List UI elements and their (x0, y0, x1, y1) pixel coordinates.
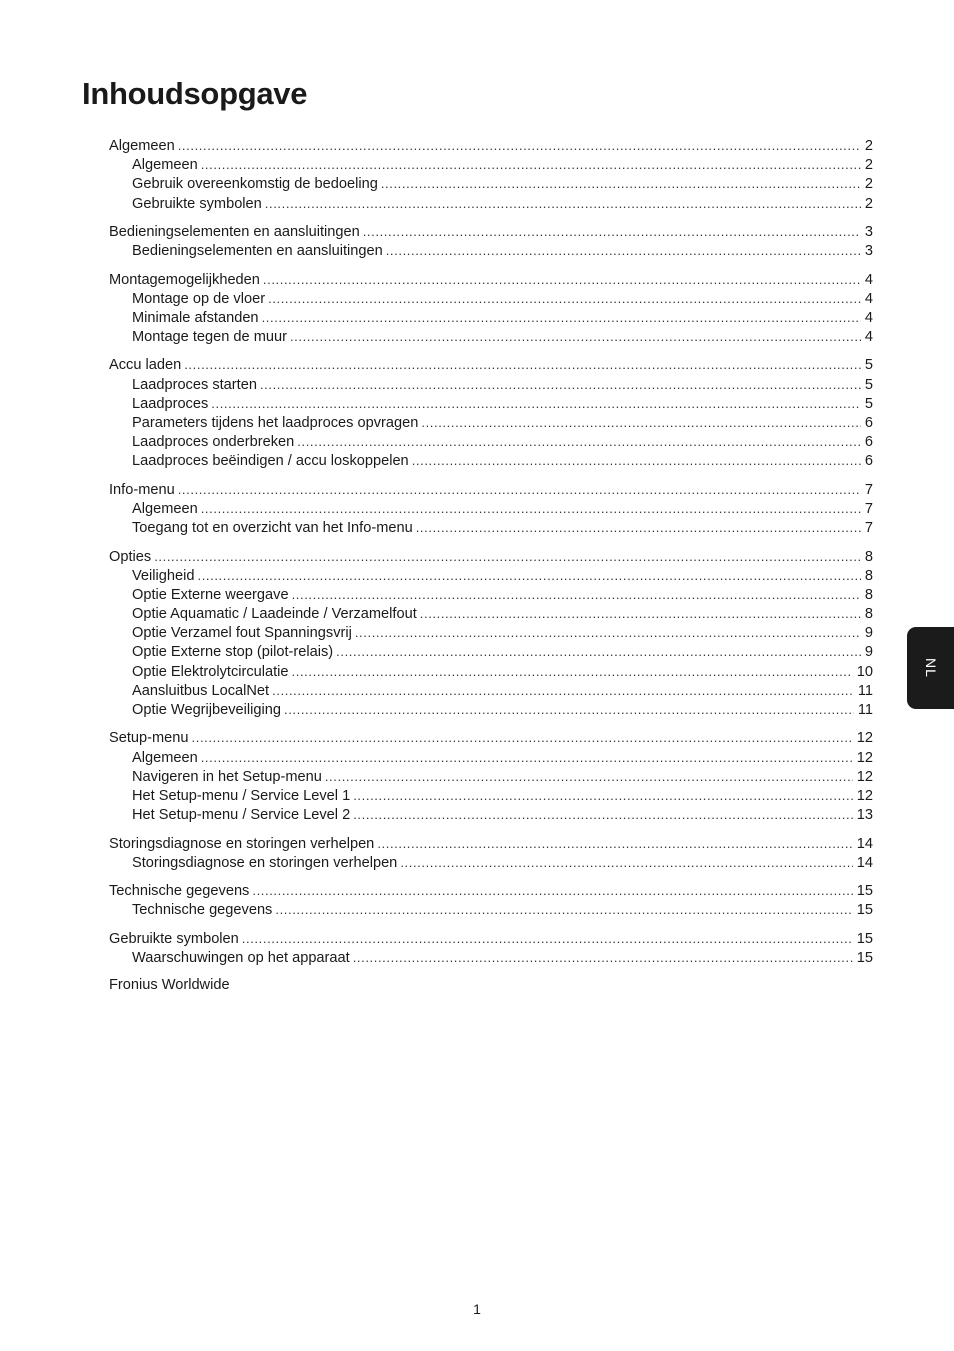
toc-entry-label: Algemeen (109, 138, 175, 154)
toc-entry-label: Technische gegevens (109, 883, 250, 900)
toc-page-number: 15 (856, 902, 873, 919)
toc-page-number: 10 (856, 663, 873, 680)
dot-leader (292, 585, 861, 604)
dot-leader (400, 853, 852, 872)
toc-entry-label: Gebruik overeenkomstig de bedoeling (132, 176, 378, 193)
dot-leader (353, 786, 853, 805)
dot-leader (377, 834, 852, 853)
toc-subentry[interactable] (109, 155, 873, 174)
dot-leader (353, 805, 853, 824)
toc-page-number: 6 (864, 415, 873, 431)
toc-page-number: 14 (856, 854, 873, 871)
dot-leader (201, 748, 853, 767)
toc-subentry[interactable] (109, 394, 873, 413)
toc-subentry[interactable] (109, 194, 873, 213)
toc-page-number: 6 (864, 434, 873, 451)
toc-entry-label: Bedieningselementen en aansluitingen (132, 243, 383, 260)
toc-entry-label: Storingsdiagnose en storingen verhelpen (132, 854, 398, 871)
toc-page-number: 4 (864, 309, 873, 326)
toc-subentry[interactable] (109, 786, 873, 805)
toc-entry[interactable] (109, 270, 873, 289)
dot-leader (363, 222, 861, 241)
toc-entry-label: Setup-menu (109, 730, 189, 747)
dot-leader (421, 413, 861, 432)
dot-leader (336, 642, 861, 661)
toc-entry-label: Laadproces starten (132, 376, 257, 393)
toc-entry[interactable] (109, 929, 873, 948)
toc-page-number: 14 (856, 835, 873, 852)
toc-entry-label: Optie Externe stop (pilot-relais) (132, 644, 334, 661)
toc-entry-label: Fronius Worldwide (109, 977, 230, 994)
dot-leader (272, 681, 854, 700)
toc-entry-label: Laadproces onderbreken (132, 434, 295, 451)
toc-entry[interactable] (109, 881, 873, 900)
toc-entry-label: Storingsdiagnose en storingen verhelpen (109, 835, 375, 852)
toc-subentry[interactable] (109, 375, 873, 394)
toc-entry-label: Optie Wegrijbeveiliging (132, 702, 281, 718)
dot-leader (325, 767, 853, 786)
toc-page-number: 15 (856, 883, 873, 900)
toc-page-number: 7 (864, 481, 873, 498)
dot-leader (201, 155, 861, 174)
toc-subentry[interactable] (109, 585, 873, 604)
toc-subentry[interactable] (109, 499, 873, 518)
toc-page-number: 4 (864, 290, 873, 307)
language-tab-label: NL (922, 658, 939, 678)
toc-page-number: 7 (864, 500, 873, 517)
toc-page-number: 3 (864, 243, 873, 260)
dot-leader (211, 394, 861, 413)
dot-leader (197, 566, 860, 585)
dot-leader (381, 174, 861, 193)
toc-entry-label: Optie Aquamatic / Laadeinde / Verzamelfout (132, 606, 417, 623)
toc-page-number: 2 (864, 157, 873, 174)
toc-page-number: 4 (864, 329, 873, 346)
toc-subentry[interactable] (109, 767, 873, 786)
toc-subentry[interactable] (109, 681, 873, 700)
toc-entry-label: Gebruikte symbolen (132, 195, 262, 212)
toc-page-number: 5 (864, 357, 873, 374)
toc-entry-label: Info-menu (109, 481, 175, 498)
toc-page-number: 8 (864, 548, 873, 565)
toc-entry[interactable] (109, 976, 873, 995)
toc-subentry[interactable] (109, 451, 873, 470)
toc-entry-label: Aansluitbus LocalNet (132, 682, 270, 699)
dot-leader (178, 136, 861, 155)
toc-entry-label: Veiligheid (132, 567, 195, 584)
toc-entry-label: Gebruikte symbolen (109, 930, 239, 947)
toc-subentry[interactable] (109, 700, 873, 719)
toc-entry-label: Optie Verzamel fout Spanningsvrij (132, 625, 352, 642)
dot-leader (412, 451, 861, 470)
toc-page-number: 5 (864, 376, 873, 393)
toc-subentry[interactable] (109, 308, 873, 327)
toc-entry-label: Toegang tot en overzicht van het Info-menu (132, 520, 413, 537)
toc-subentry[interactable] (109, 289, 873, 308)
toc-entry[interactable] (109, 547, 873, 566)
toc-page-number: 8 (864, 606, 873, 623)
dot-leader (262, 308, 861, 327)
dot-leader (290, 327, 861, 346)
toc-page-number: 5 (864, 395, 873, 412)
toc-entry-label: Montage op de vloer (132, 290, 266, 307)
dot-leader (284, 700, 854, 719)
dot-leader (386, 241, 861, 260)
toc-page-number: 15 (856, 930, 873, 947)
toc-subentry[interactable] (109, 900, 873, 919)
toc-entry[interactable] (109, 834, 873, 853)
toc-page-number: 12 (856, 787, 873, 804)
toc-entry[interactable] (109, 480, 873, 499)
toc-page-number: 11 (857, 682, 873, 699)
toc-section (109, 728, 873, 824)
toc-subentry[interactable] (109, 623, 873, 642)
toc-subentry[interactable] (109, 174, 873, 193)
page-number: 1 (473, 1301, 481, 1317)
toc-section (109, 929, 873, 967)
toc-subentry[interactable] (109, 948, 873, 967)
toc-page-number: 7 (864, 520, 873, 537)
toc-entry-label: Minimale afstanden (132, 309, 259, 326)
toc-subentry[interactable] (109, 413, 873, 432)
toc-page-number: 9 (864, 625, 873, 642)
toc-page-number: 12 (856, 730, 873, 747)
toc-page-number: 15 (856, 949, 873, 966)
dot-leader (263, 270, 861, 289)
toc-page-number: 2 (864, 195, 873, 212)
dot-leader (242, 929, 853, 948)
toc-subentry[interactable] (109, 432, 873, 451)
toc-page-number: 12 (856, 768, 873, 785)
toc-page-number: 13 (856, 807, 873, 824)
toc-page-number: 6 (864, 453, 873, 470)
dot-leader (420, 604, 861, 623)
toc-entry-label: Het Setup-menu / Service Level 2 (132, 807, 351, 824)
toc-page-number: 3 (864, 223, 873, 240)
toc-entry-label: Navigeren in het Setup-menu (132, 768, 322, 785)
toc-entry-label: Waarschuwingen op het apparaat (132, 949, 350, 966)
toc-subentry[interactable] (109, 566, 873, 585)
toc-section (109, 480, 873, 538)
toc-page-number: 2 (864, 176, 873, 193)
toc-entry-label: Parameters tijdens het laadproces opvragen (132, 415, 419, 431)
toc-page-number: 4 (864, 271, 873, 288)
toc-subentry[interactable] (109, 662, 873, 681)
toc-subentry[interactable] (109, 805, 873, 824)
toc-entry[interactable] (109, 136, 873, 155)
toc-entry[interactable] (109, 222, 873, 241)
language-tab (907, 627, 954, 709)
dot-leader (252, 881, 852, 900)
table-of-contents (109, 136, 873, 1005)
toc-page-number: 8 (864, 567, 873, 584)
toc-entry-label: Optie Elektrolytcirculatie (132, 663, 289, 680)
toc-page-number: 11 (857, 702, 873, 718)
dot-leader (265, 194, 861, 213)
toc-entry-label: Het Setup-menu / Service Level 1 (132, 787, 351, 804)
dot-leader (355, 623, 861, 642)
toc-entry-label: Laadproces beëindigen / accu loskoppelen (132, 453, 409, 470)
toc-entry-label: Optie Externe weergave (132, 586, 289, 603)
dot-leader (260, 375, 861, 394)
toc-entry-label: Algemeen (132, 749, 198, 766)
toc-entry[interactable] (109, 355, 873, 374)
toc-section (109, 222, 873, 260)
toc-entry-label: Bedieningselementen en aansluitingen (109, 223, 360, 240)
toc-section (109, 270, 873, 347)
toc-page-number: 9 (864, 644, 873, 661)
toc-entry-label: Laadproces (132, 395, 209, 412)
toc-section (109, 136, 873, 213)
toc-section (109, 834, 873, 872)
toc-subentry[interactable] (109, 327, 873, 346)
toc-subentry[interactable] (109, 748, 873, 767)
dot-leader (178, 480, 861, 499)
toc-subentry[interactable] (109, 853, 873, 872)
dot-leader (292, 662, 853, 681)
toc-entry-label: Algemeen (132, 500, 198, 517)
dot-leader (268, 289, 861, 308)
toc-entry-label: Montagemogelijkheden (109, 271, 260, 288)
page-title: Inhoudsopgave (82, 76, 308, 111)
toc-subentry[interactable] (109, 604, 873, 623)
toc-section (109, 881, 873, 919)
toc-section (109, 355, 873, 470)
toc-subentry[interactable] (109, 241, 873, 260)
dot-leader (353, 948, 853, 967)
dot-leader (192, 728, 853, 747)
dot-leader (297, 432, 861, 451)
toc-entry-label: Technische gegevens (132, 902, 273, 919)
dot-leader (275, 900, 852, 919)
toc-page-number: 2 (864, 138, 873, 154)
dot-leader (416, 518, 861, 537)
toc-entry-label: Opties (109, 548, 152, 565)
toc-entry-label: Accu laden (109, 357, 182, 374)
toc-entry-label: Montage tegen de muur (132, 329, 287, 346)
toc-subentry[interactable] (109, 518, 873, 537)
toc-page-number: 12 (856, 749, 873, 766)
dot-leader (201, 499, 861, 518)
toc-page-number: 8 (864, 586, 873, 603)
toc-entry-label: Algemeen (132, 157, 198, 174)
dot-leader (154, 547, 861, 566)
toc-section (109, 547, 873, 720)
toc-section (109, 976, 873, 995)
toc-entry[interactable] (109, 728, 873, 747)
dot-leader (184, 355, 861, 374)
toc-subentry[interactable] (109, 642, 873, 661)
